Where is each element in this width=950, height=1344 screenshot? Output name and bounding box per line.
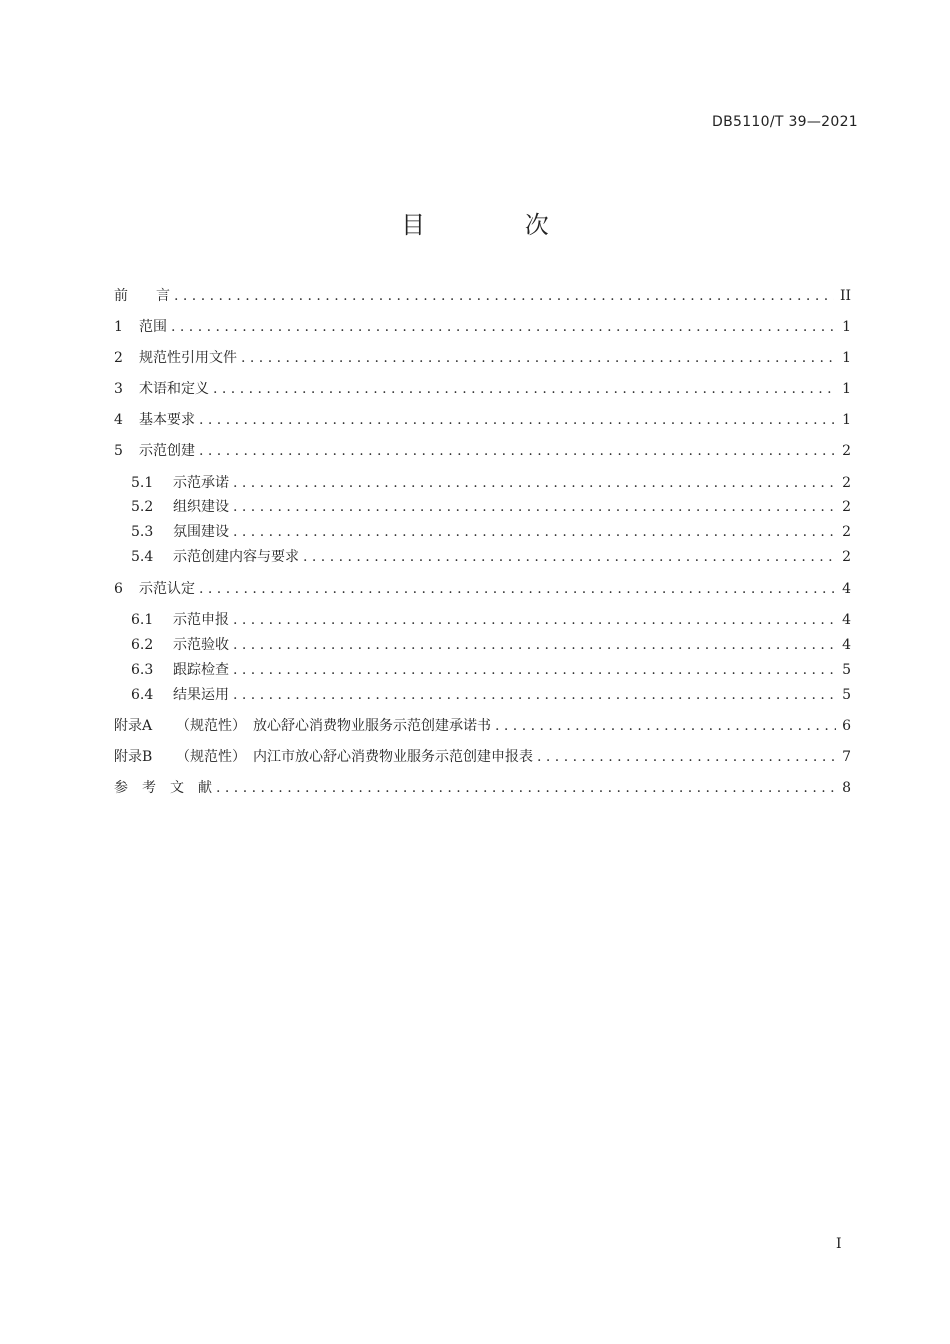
leader-dots <box>233 475 836 491</box>
toc-title: 目 次 <box>401 211 595 239</box>
toc-entry-title: 氛围建设 <box>173 524 229 540</box>
toc-entry-page: 2 <box>842 524 851 540</box>
toc-entry-5-3[interactable] <box>131 521 851 546</box>
toc-entry-page: 4 <box>842 637 851 653</box>
toc-entry-title: 组织建设 <box>173 499 229 515</box>
toc-entry-page: 1 <box>842 319 851 335</box>
toc-entry-title: 规范性引用文件 <box>139 350 237 366</box>
leader-dots <box>199 412 836 428</box>
toc-entry-title: 示范验收 <box>173 637 229 653</box>
toc-entry-6-2[interactable] <box>131 634 851 659</box>
toc-entry-5-4[interactable] <box>131 546 851 571</box>
leader-dots <box>216 780 836 796</box>
toc-entry-appendix-b[interactable] <box>114 746 851 771</box>
toc-entry-number: 5.4 <box>131 549 154 565</box>
leader-dots <box>233 662 836 678</box>
toc-entry-title: 结果运用 <box>173 687 229 703</box>
leader-dots <box>233 524 836 540</box>
leader-dots <box>171 319 836 335</box>
toc-entry-appendix-a[interactable] <box>114 715 851 740</box>
toc-entry-3[interactable] <box>114 378 851 403</box>
toc-entry-number: 5.2 <box>131 499 154 515</box>
toc-entry-number: 6.3 <box>131 662 154 678</box>
toc-entry-number: 2 <box>114 350 123 366</box>
toc-entry-page: 7 <box>842 749 851 765</box>
toc-entry-6[interactable] <box>114 578 851 603</box>
toc-entry-number: 5.1 <box>131 475 154 491</box>
toc-entry-number: 6 <box>114 581 123 597</box>
toc-entry-number: 6.4 <box>131 687 154 703</box>
leader-dots <box>303 549 836 565</box>
toc-entry-title: 示范承诺 <box>173 475 229 491</box>
toc-entry-6-4[interactable] <box>131 684 851 709</box>
toc-entry-number: 6.1 <box>131 612 154 628</box>
toc-entry-title: 示范申报 <box>173 612 229 628</box>
leader-dots <box>233 612 836 628</box>
toc-entry-number: 5.3 <box>131 524 154 540</box>
toc-entry-page: 4 <box>842 581 851 597</box>
toc-entry-title: 跟踪检查 <box>173 662 229 678</box>
toc-entry-title: （规范性） 内江市放心舒心消费物业服务示范创建申报表 <box>176 749 533 765</box>
toc-entry-number: 3 <box>114 381 123 397</box>
toc-entry-5-2[interactable] <box>131 496 851 521</box>
toc-entry-page: 5 <box>842 662 851 678</box>
toc-entry-4[interactable] <box>114 409 851 434</box>
leader-dots <box>233 687 836 703</box>
toc-entry-number: 6.2 <box>131 637 154 653</box>
toc-entry-number: 附录B <box>114 749 153 765</box>
toc-entry-references[interactable] <box>114 777 851 802</box>
toc-entry-2[interactable] <box>114 347 851 372</box>
toc-entry-page: 5 <box>842 687 851 703</box>
toc-entry-page: 1 <box>842 350 851 366</box>
toc-entry-title: 范围 <box>139 319 167 335</box>
toc-entry-page: 2 <box>842 549 851 565</box>
toc-entry-page: 8 <box>842 780 851 796</box>
toc-entry-number: 4 <box>114 412 123 428</box>
leader-dots <box>199 443 836 459</box>
toc-entry-title: （规范性） 放心舒心消费物业服务示范创建承诺书 <box>176 718 491 734</box>
leader-dots <box>537 749 836 765</box>
toc-entry-title: 示范创建内容与要求 <box>173 549 299 565</box>
toc-entry-6-1[interactable] <box>131 609 851 634</box>
leader-dots <box>233 499 836 515</box>
toc-entry-6-3[interactable] <box>131 659 851 684</box>
toc-entry-number: 附录A <box>114 718 153 734</box>
toc-entry-page: 1 <box>842 381 851 397</box>
toc-entry-5[interactable] <box>114 440 851 465</box>
toc-entry-title: 前 言 <box>114 288 170 304</box>
leader-dots <box>233 637 836 653</box>
leader-dots <box>495 718 836 734</box>
toc-entry-title: 示范创建 <box>139 443 195 459</box>
toc-entry-number: 1 <box>114 319 123 335</box>
leader-dots <box>199 581 836 597</box>
toc-entry-page: 4 <box>842 612 851 628</box>
leader-dots <box>241 350 836 366</box>
toc-entry-1[interactable] <box>114 316 851 341</box>
toc-entry-page: II <box>839 288 851 304</box>
toc-entry-number: 5 <box>114 443 123 459</box>
toc-entry-title: 基本要求 <box>139 412 195 428</box>
document-code: DB5110/T 39—2021 <box>712 114 858 130</box>
page-number: I <box>836 1236 842 1252</box>
toc-entry-foreword[interactable] <box>114 285 851 310</box>
toc-entry-title: 术语和定义 <box>139 381 209 397</box>
toc-entry-title: 参 考 文 献 <box>114 780 212 796</box>
toc-entry-5-1[interactable] <box>131 472 851 497</box>
toc-entry-page: 2 <box>842 443 851 459</box>
leader-dots <box>174 288 834 304</box>
toc-entry-page: 2 <box>842 475 851 491</box>
toc-entry-title: 示范认定 <box>139 581 195 597</box>
toc-entry-page: 6 <box>842 718 851 734</box>
toc-entry-page: 1 <box>842 412 851 428</box>
toc-entry-page: 2 <box>842 499 851 515</box>
leader-dots <box>213 381 836 397</box>
